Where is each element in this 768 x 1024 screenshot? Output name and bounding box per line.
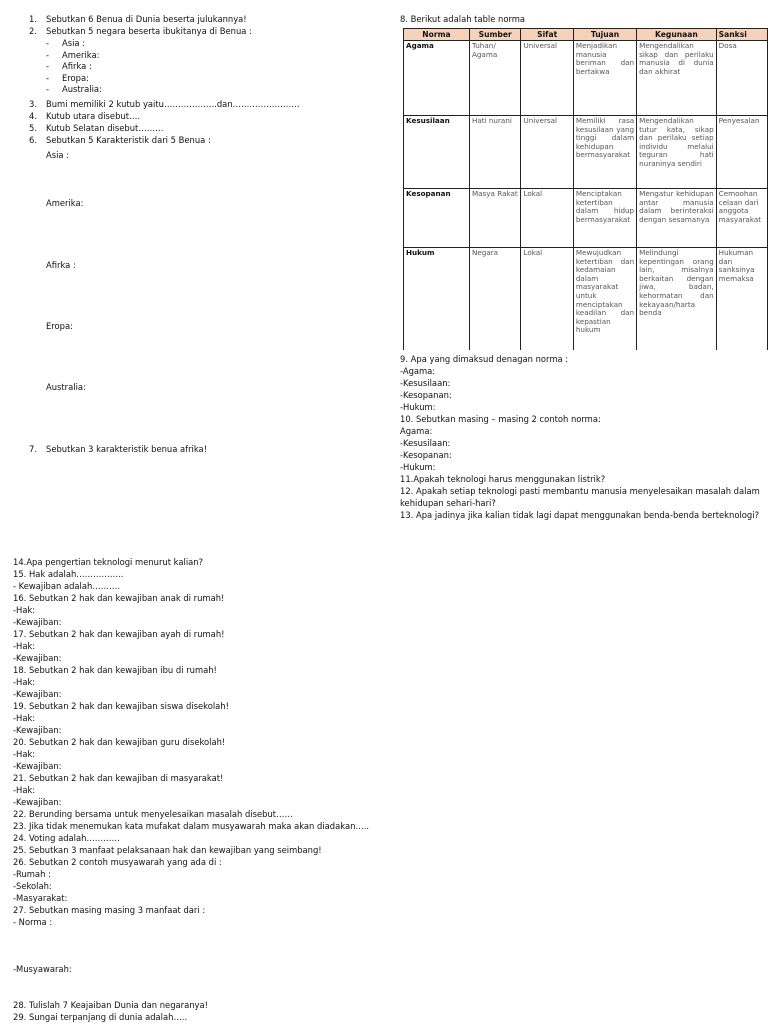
answer-line: - Norma : — [13, 917, 53, 927]
question-line: 20. Sebutkan 2 hak dan kewajiban guru disekolah! — [13, 737, 226, 747]
question-7: 7. Sebutkan 3 karakteristik benua afrika! — [29, 444, 208, 454]
table-cell: Penyesalan — [716, 116, 767, 189]
musyawarah-label: -Musyawarah: — [13, 964, 72, 974]
continent-afrika-label: Afirka : — [46, 260, 76, 270]
table-cell: Dosa — [716, 41, 767, 116]
continent-australia-label: Australia: — [46, 382, 86, 392]
sub-item: - Australia: — [46, 84, 102, 95]
answer-line: -Kesusilaan: — [400, 438, 451, 448]
question-item: 5. Kutub Selatan disebut……… — [29, 123, 164, 133]
question-line: 29. Sungai terpanjang di dunia adalah….. — [13, 1012, 188, 1022]
table-cell: Hukuman dan sanksinya memaksa — [716, 248, 767, 351]
table-cell: Mengatur kehidupan antar manusia dalam berinteraksi dengan sesamanya — [637, 189, 717, 248]
bottom-question-list-2 — [13, 999, 208, 1023]
question-line: 18. Sebutkan 2 hak dan kewajiban ibu di rumah! — [13, 665, 217, 675]
table-cell: Mewujudkan ketertiban dan kedamaian dalam masyarakat untuk menciptakan keadilan dan kepastian hukum — [573, 248, 636, 351]
table-cell: Negara — [469, 248, 521, 351]
question-line: 10. Sebutkan masing – masing 2 contoh norma: — [400, 414, 601, 424]
answer-line: -Masyarakat: — [13, 893, 68, 903]
norma-table — [403, 28, 768, 350]
answer-line: -Kesusilaan: — [400, 378, 451, 388]
table-cell: Agama — [404, 41, 470, 116]
question-line: 22. Berunding bersama untuk menyelesaikan masalah disebut…… — [13, 809, 293, 819]
table-header-row — [404, 29, 768, 41]
question-list-1-2 — [29, 13, 252, 37]
question-line: 9. Apa yang dimaksud denagan norma : — [400, 354, 569, 364]
table-cell: Melindungi kepentingan orang lain, misalnya berkaitan dengan jiwa, badan, kehormatan dan kekayaan/harta benda — [637, 248, 717, 351]
table-cell: Cemoohan celaan dari anggota masyarakat — [716, 189, 767, 248]
table-cell: Menjadikan manusia beriman dan bertakwa — [573, 41, 636, 116]
column-header: Norma — [404, 29, 470, 41]
question-line: 27. Sebutkan masing masing 3 manfaat dari : — [13, 905, 206, 915]
question-line: kehidupan sehari-hari? — [400, 498, 496, 508]
question-line: 21. Sebutkan 2 hak dan kewajiban di masyarakat! — [13, 773, 224, 783]
question-line: 19. Sebutkan 2 hak dan kewajiban siswa disekolah! — [13, 701, 229, 711]
table-cell: Hati nurani — [469, 116, 521, 189]
question-line: 12. Apakah setiap teknologi pasti membantu manusia menyelesaikan masalah dalam — [400, 486, 760, 496]
norma-table-container — [403, 28, 768, 350]
table-title: 8. Berikut adalah table norma — [400, 14, 526, 24]
table-cell: Hukum — [404, 248, 470, 351]
table-cell: Tuhan/ Agama — [469, 41, 521, 116]
answer-line: -Kewajiban: — [13, 797, 62, 807]
column-header: Kegunaan — [637, 29, 717, 41]
answer-line: -Kewajiban: — [13, 725, 62, 735]
answer-line: Agama: — [400, 426, 433, 436]
table-cell: Universal — [521, 116, 573, 189]
column-header: Tujuan — [573, 29, 636, 41]
question-item: 6. Sebutkan 5 Karakteristik dari 5 Benua : — [29, 135, 211, 145]
table-cell: Menciptakan ketertiban dalam hidup bermasyarakat — [573, 189, 636, 248]
question-line: 14.Apa pengertian teknologi menurut kalian? — [13, 557, 204, 567]
answer-line: -Sekolah: — [13, 881, 52, 891]
column-header: Sumber — [469, 29, 521, 41]
question-item: 4. Kutub utara disebut…. — [29, 111, 141, 121]
question-line: - Kewajiban adalah………. — [13, 581, 121, 591]
table-cell: Lokal — [521, 248, 573, 351]
answer-line: -Hak: — [13, 677, 36, 687]
answer-line: -Hukum: — [400, 402, 436, 412]
answer-line: -Kewajiban: — [13, 617, 62, 627]
right-question-list — [400, 353, 760, 521]
table-cell: Masya Rakat — [469, 189, 521, 248]
question-line: 23. Jika tidak menemukan kata mufakat dalam musyawarah maka akan diadakan….. — [13, 821, 370, 831]
answer-line: -Rumah : — [13, 869, 51, 879]
question-text: Sebutkan 6 Benua di Dunia beserta julukannya! — [46, 14, 247, 24]
table-cell: Mengendalikan tutur kata, sikap dan perilaku setiap individu melalui teguran hati nuraninya sendiri — [637, 116, 717, 189]
table-cell: Lokal — [521, 189, 573, 248]
sub-list-continents — [46, 37, 102, 95]
table-row — [404, 248, 768, 351]
question-line: 17. Sebutkan 2 hak dan kewajiban ayah di rumah! — [13, 629, 225, 639]
question-line: 25. Sebutkan 3 manfaat pelaksanaan hak dan kewajiban yang seimbang! — [13, 845, 322, 855]
question-line: 11.Apakah teknologi harus menggunakan listrik? — [400, 474, 606, 484]
answer-line: -Kesopanan: — [400, 390, 452, 400]
answer-line: -Kewajiban: — [13, 761, 62, 771]
answer-line: -Kewajiban: — [13, 689, 62, 699]
answer-line: -Agama: — [400, 366, 436, 376]
question-line: 13. Apa jadinya jika kalian tidak lagi dapat menggunakan benda-benda berteknologi? — [400, 510, 760, 520]
question-line: 28. Tulislah 7 Keajaiban Dunia dan negaranya! — [13, 1000, 208, 1010]
answer-line: -Kesopanan: — [400, 450, 452, 460]
sub-item: - Eropa: — [46, 72, 89, 83]
question-line: 26. Sebutkan 2 contoh musyawarah yang ada di : — [13, 857, 222, 867]
question-text: Sebutkan 5 negara beserta ibukitanya di Benua : — [46, 26, 252, 36]
question-line: 15. Hak adalah…………….. — [13, 569, 124, 579]
table-cell: Universal — [521, 41, 573, 116]
column-header: Sifat — [521, 29, 573, 41]
table-row — [404, 116, 768, 189]
question-number: 1. — [29, 14, 37, 24]
table-cell: Kesopanan — [404, 189, 470, 248]
column-header: Sanksi — [716, 29, 767, 41]
answer-line: -Hak: — [13, 605, 36, 615]
sub-item: - Amerika: — [46, 49, 100, 60]
answer-line: -Hak: — [13, 749, 36, 759]
question-list-3-6 — [29, 98, 300, 146]
bottom-question-list — [13, 556, 369, 928]
table-cell: Mengendalikan sikap dan perilaku manusia di dunia dan akhirat — [637, 41, 717, 116]
answer-line: -Hak: — [13, 713, 36, 723]
table-cell: Kesusilaan — [404, 116, 470, 189]
answer-line: -Hak: — [13, 785, 36, 795]
continent-asia-label: Asia : — [46, 150, 70, 160]
question-line: 16. Sebutkan 2 hak dan kewajiban anak di rumah! — [13, 593, 225, 603]
answer-line: -Hukum: — [400, 462, 436, 472]
sub-item: - Afirka : — [46, 61, 92, 72]
question-item — [29, 25, 252, 37]
question-number: 2. — [29, 26, 37, 36]
continent-amerika-label: Amerika: — [46, 198, 84, 208]
answer-line: -Hak: — [13, 641, 36, 651]
continent-eropa-label: Eropa: — [46, 321, 73, 331]
table-row — [404, 189, 768, 248]
question-item: 3. Bumi memiliki 2 kutub yaitu……………….dan…………………… — [29, 99, 300, 109]
sub-item: - Asia : — [46, 38, 86, 48]
question-line: 24. Voting adalah………… — [13, 833, 120, 843]
question-item — [29, 13, 252, 25]
answer-line: -Kewajiban: — [13, 653, 62, 663]
table-row — [404, 41, 768, 116]
table-cell: Memiliki rasa kesusilaan yang tinggi dalam kehidupan bermasyarakat — [573, 116, 636, 189]
